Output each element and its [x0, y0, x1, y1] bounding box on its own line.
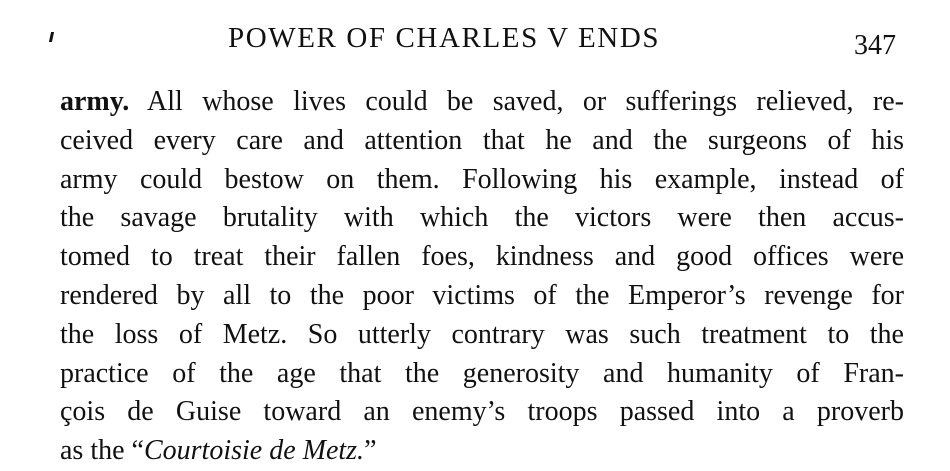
italic-phrase: Courtoisie de Metz. — [143, 435, 365, 467]
text-line — [60, 83, 904, 122]
page-header — [0, 18, 950, 61]
text-line: army could bestow on them. Following his example, instead of — [60, 163, 904, 195]
text-line: çois de Guise toward an enemy’s troops passed into a proverb — [60, 396, 904, 428]
quote-suffix: ” — [364, 435, 377, 467]
running-head: POWER OF CHARLES V ENDS — [228, 22, 661, 54]
line-text: All whose lives could be saved, or sufferings relieved, re- — [147, 86, 904, 117]
body-paragraph — [60, 83, 904, 471]
text-line: the savage brutality with which the victors were then accus- — [60, 202, 904, 234]
printer-mark-icon — [49, 32, 54, 42]
text-line: practice of the age that the generosity and humanity of Fran- — [60, 357, 904, 389]
lead-word: army. — [60, 86, 130, 117]
text-line: ceived every care and attention that he and the surgeons of his — [60, 124, 904, 156]
page-number: 347 — [854, 30, 896, 61]
text-line: the loss of Metz. So utterly contrary was such treatment to the — [60, 318, 904, 350]
text-line: rendered by all to the poor victims of the Emperor’s revenge for — [60, 279, 904, 311]
text-line-last — [60, 432, 904, 471]
text-line: tomed to treat their fallen foes, kindness and good offices were — [60, 241, 904, 273]
quote-prefix: as the “ — [60, 435, 144, 467]
